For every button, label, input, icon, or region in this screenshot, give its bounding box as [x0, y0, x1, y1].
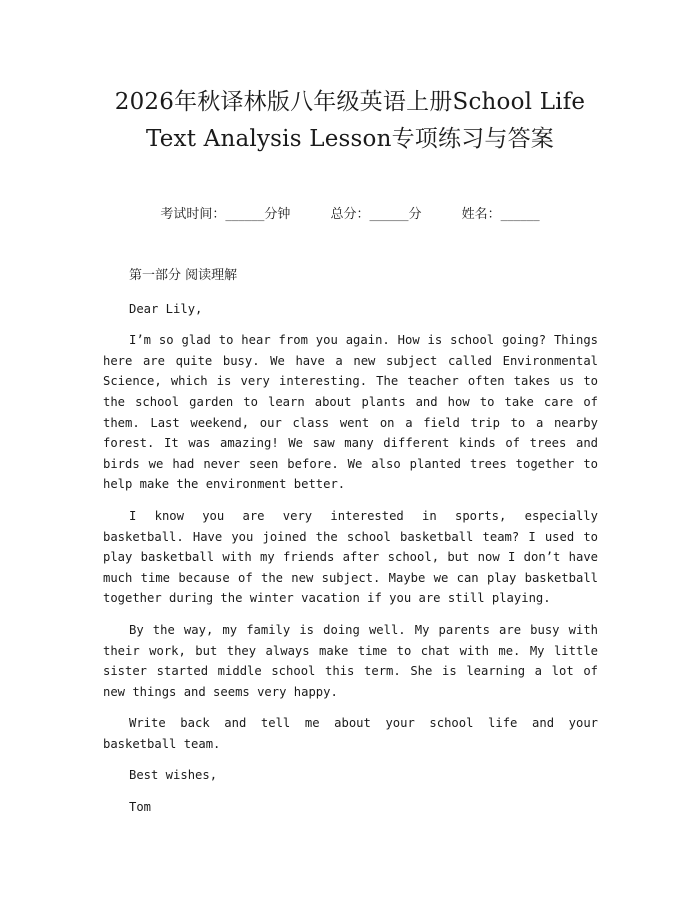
student-name-field — [462, 206, 540, 224]
total-score-label: 总分： — [330, 207, 370, 222]
reading-passage — [103, 266, 598, 829]
letter-paragraph: By the way, my family is doing well. My parents are busy with their work, but they always make time to chat with me. My little sister started middle school this term. She is learning a lot of new things and seems very happy. — [103, 622, 598, 699]
letter-greeting: Dear Lily, — [129, 301, 203, 316]
section-heading: 第一部分 阅读理解 — [129, 268, 238, 283]
letter-signature: Tom — [129, 800, 152, 815]
exam-info-row — [0, 206, 700, 224]
letter-paragraph: I know you are very interested in sports, especially basketball. Have you joined the school basketball team? I used to play basketball with my friends after school, but now I don’t have much time because of the new subject. Maybe we can play basketball together during the winter vacation if you are still playing. — [103, 508, 598, 606]
total-score-field — [330, 206, 421, 224]
student-name-label: 姓名： — [461, 207, 501, 222]
total-score-unit: 分 — [408, 207, 422, 222]
exam-time-blank: ______ — [225, 207, 265, 222]
student-name-blank: ______ — [500, 207, 540, 222]
total-score-blank: ______ — [369, 207, 409, 222]
document-title: 2026年秋译林版八年级英语上册School Life Text Analysis Lesson专项练习与答案 — [114, 89, 586, 152]
letter-closing: Best wishes, — [129, 768, 218, 783]
exam-time-unit: 分钟 — [264, 207, 291, 222]
letter-paragraph: I’m so glad to hear from you again. How is school going? Things here are quite busy. We have a new subject called Environmental Science, which is very interesting. The teacher often takes us to the school garden to learn about plants and how to take care of them. Last weekend, our class went on a field trip to a nearby forest. It was amazing! We saw many different kinds of trees and birds we had never seen before. We also planted trees together to help make the environment better. — [103, 333, 598, 492]
exam-time-field — [160, 206, 290, 224]
exam-time-label: 考试时间： — [160, 207, 226, 222]
letter-paragraph: Write back and tell me about your school life and your basketball team. — [103, 716, 598, 751]
